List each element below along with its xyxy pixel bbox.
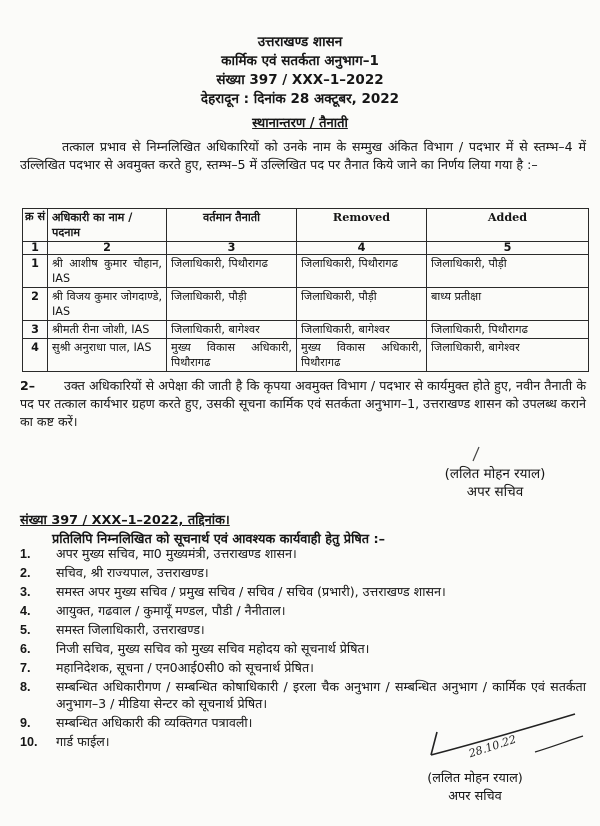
signature-block-1 bbox=[395, 465, 595, 501]
item-number: 4. bbox=[20, 604, 31, 618]
table-row bbox=[23, 288, 589, 321]
column-number-row bbox=[23, 242, 589, 255]
subject-heading bbox=[0, 113, 600, 131]
item-text: समस्त अपर मुख्य सचिव / प्रमुख सचिव / सचिव / सचिव (प्रभारी), उत्तराखण्ड शासन। bbox=[56, 584, 446, 599]
list-item bbox=[20, 565, 586, 582]
item-number: 10. bbox=[20, 734, 38, 749]
officer-name: सुश्री अनुराधा पाल, IAS bbox=[48, 339, 167, 372]
removed-posting: जिलाधिकारी, पिथौरागढ bbox=[297, 255, 427, 288]
paragraph-text: उक्त अधिकारियों से अपेक्षा की जाती है कि कृपया अवमुक्त विभाग / पदभार से कार्यमुक्त होते हुए, नवीन तैनाती के पद पर तत्काल कार्यभार ग्रहण करते हुए, उसकी सूचना कार्मिक एवं सतर्कता अनुभाग–1, उत्तराखण्ड शासन को उपलब्ध कराने का कष्ट करें। bbox=[20, 378, 586, 429]
added-posting: बाध्य प्रतीक्षा bbox=[427, 288, 589, 321]
handwritten-date: 28.10.22 bbox=[467, 732, 518, 761]
serial-number: 4 bbox=[23, 339, 48, 372]
subject-text: स्थानान्तरण / तैनाती bbox=[252, 116, 348, 131]
item-text: अपर मुख्य सचिव, मा0 मुख्यमंत्री, उत्तराखण्ड शासन। bbox=[56, 546, 297, 561]
added-posting: जिलाधिकारी, पौड़ी bbox=[427, 255, 589, 288]
header-serial: क्र सं bbox=[23, 209, 48, 242]
header-added: Added bbox=[427, 209, 589, 242]
item-text: गार्ड फाईल। bbox=[56, 733, 110, 749]
signatory-designation: अपर सचिव bbox=[466, 484, 524, 500]
place-date: देहरादून : दिनांक 28 अक्टूबर, 2022 bbox=[200, 91, 400, 107]
order-paragraph-1: तत्काल प्रभाव से निम्नलिखित अधिकारियों को उनके नाम के सम्मुख अंकित विभाग / पदभार में से स्तम्भ–4 में उल्लिखित पदभार से अवमुक्त करते हुए, स्तम्भ–5 में उल्लिखित पद पर तैनात किये जाने का निर्णय लिया गया है :– bbox=[20, 139, 586, 172]
item-text: सम्बन्धित अधिकारीगण / सम्बन्धित कोषाधिकारी / इरला चैक अनुभाग / सम्बन्धित अनुभाग / कार्मिक एवं सतर्कता अनुभाग–3 / मीडिया सेन्टर को सूचनार्थ प्रेषित। bbox=[56, 679, 586, 711]
column-number: 5 bbox=[427, 242, 589, 255]
item-number: 2. bbox=[20, 566, 31, 580]
current-posting: जिलाधिकारी, पिथौरागढ bbox=[167, 255, 297, 288]
current-posting: मुख्य विकास अधिकारी, पिथौरागढ bbox=[167, 339, 297, 372]
item-number: 9. bbox=[20, 715, 31, 730]
paragraph-number: 2– bbox=[20, 378, 36, 393]
serial-number: 1 bbox=[23, 255, 48, 288]
list-item bbox=[20, 584, 586, 601]
item-number: 7. bbox=[20, 661, 31, 675]
added-posting: जिलाधिकारी, पिथौरागढ bbox=[427, 321, 589, 339]
list-item bbox=[20, 603, 586, 620]
removed-posting: जिलाधिकारी, पौड़ी bbox=[297, 288, 427, 321]
item-text: आयुक्त, गढवाल / कुमायूँ मण्डल, पौडी / नैनीताल। bbox=[56, 603, 286, 618]
signature-mark-icon bbox=[465, 445, 485, 465]
item-text: सम्बन्धित अधिकारी की व्यक्तिगत पत्रावली। bbox=[56, 714, 253, 730]
column-number: 1 bbox=[23, 242, 48, 255]
copy-intro: प्रतिलिपि निम्नलिखित को सूचनार्थ एवं आवश्यक कार्यवाही हेतु प्रेषित :– bbox=[52, 532, 386, 547]
officer-name: श्रीमती रीना जोशी, IAS bbox=[48, 321, 167, 339]
list-item bbox=[20, 641, 586, 658]
list-item bbox=[20, 660, 586, 677]
current-posting: जिलाधिकारी, बागेश्वर bbox=[167, 321, 297, 339]
header-current-posting: वर्तमान तैनाती bbox=[167, 209, 297, 242]
item-text: सचिव, श्री राज्यपाल, उत्तराखण्ड। bbox=[56, 565, 209, 580]
government-name: उत्तराखण्ड शासन bbox=[257, 34, 343, 50]
current-posting: जिलाधिकारी, पौड़ी bbox=[167, 288, 297, 321]
item-number: 6. bbox=[20, 642, 31, 656]
copy-reference: संख्या 397 / XXX–1–2022, तद्दिनांक। bbox=[20, 513, 230, 528]
serial-number: 3 bbox=[23, 321, 48, 339]
item-number: 5. bbox=[20, 623, 31, 637]
reference-number: संख्या 397 / XXX–1–2022 bbox=[216, 72, 384, 88]
list-item bbox=[20, 622, 586, 639]
item-text: निजी सचिव, मुख्य सचिव को मुख्य सचिव महोदय को सूचनार्थ प्रेषित। bbox=[56, 641, 370, 656]
removed-posting: जिलाधिकारी, बागेश्वर bbox=[297, 321, 427, 339]
item-number: 8. bbox=[20, 680, 31, 694]
table-header-row bbox=[23, 209, 589, 242]
order-paragraph-2 bbox=[20, 377, 586, 431]
signatory-name: (ललित मोहन रयाल) bbox=[427, 771, 523, 786]
header-removed: Removed bbox=[297, 209, 427, 242]
signatory-designation: अपर सचिव bbox=[448, 789, 502, 804]
serial-number: 2 bbox=[23, 288, 48, 321]
list-item bbox=[20, 546, 586, 563]
added-posting: जिलाधिकारी, बागेश्वर bbox=[427, 339, 589, 372]
table-row bbox=[23, 255, 589, 288]
item-number: 1. bbox=[20, 547, 31, 561]
header-officer-name: अधिकारी का नाम / पदनाम bbox=[48, 209, 167, 242]
transfer-table bbox=[22, 208, 589, 372]
signatory-name: (ललित मोहन रयाल) bbox=[444, 466, 546, 482]
officer-name: श्री आशीष कुमार चौहान, IAS bbox=[48, 255, 167, 288]
item-text: समस्त जिलाधिकारी, उत्तराखण्ड। bbox=[56, 622, 205, 637]
table-row bbox=[23, 321, 589, 339]
item-text: महानिदेशक, सूचना / एन0आई0सी0 को सूचनार्थ प्रेषित। bbox=[56, 660, 314, 675]
signature-block-2 bbox=[395, 770, 555, 806]
column-number: 2 bbox=[48, 242, 167, 255]
department-name: कार्मिक एवं सतर्कता अनुभाग–1 bbox=[221, 53, 379, 69]
removed-posting: मुख्य विकास अधिकारी, पिथौरागढ bbox=[297, 339, 427, 372]
officer-name: श्री विजय कुमार जोगदाण्डे, IAS bbox=[48, 288, 167, 321]
table-row bbox=[23, 339, 589, 372]
column-number: 4 bbox=[297, 242, 427, 255]
column-number: 3 bbox=[167, 242, 297, 255]
list-item bbox=[20, 679, 586, 712]
item-number: 3. bbox=[20, 585, 31, 599]
